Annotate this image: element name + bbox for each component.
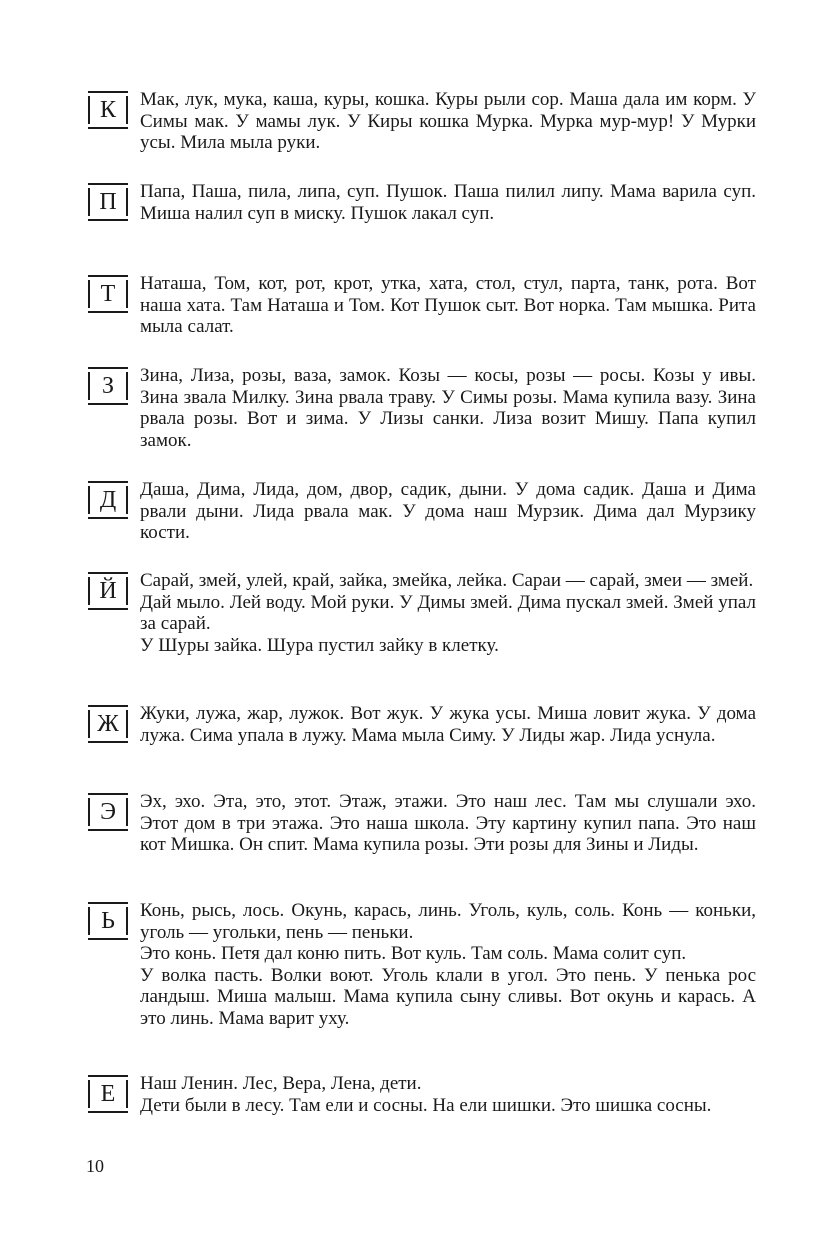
letter-box xyxy=(88,183,128,221)
paragraph: Наташа, Том, кот, рот, крот, утка, хата, стол, стул, парта, танк, рота. Вот наша хата. Там Наташа и Том. Кот Пушок сыт. Вот норка. Там мышка. Рита мыла салат. xyxy=(140,273,756,337)
lesson-letter-e-reverse xyxy=(86,791,756,856)
letter-box xyxy=(88,793,128,831)
paragraph: Конь, рысь, лось. Окунь, карась, линь. Уголь, куль, соль. Конь — коньки, уголь — угольки, пень — пеньки. xyxy=(140,900,756,943)
paragraph: У Шуры зайка. Шура пустил зайку в клетку. xyxy=(140,634,499,656)
paragraph: Даша, Дима, Лида, дом, двор, садик, дыни. У дома садик. Даша и Дима рвали дыни. Лида рвала мак. У дома наш Мурзик. Дима дал Мурзику кости. xyxy=(140,479,756,543)
lesson-text xyxy=(140,365,756,451)
lesson-letter: Е xyxy=(100,1081,116,1107)
lesson-letter-zh xyxy=(86,703,756,746)
paragraph: Мак, лук, мука, каша, куры, кошка. Куры рыли сор. Маша дала им корм. У Симы мак. У мамы лук. У Киры кошка Мурка. Мурка мур-мур! У Мурки усы. Мила мыла руки. xyxy=(140,89,756,153)
letter-box xyxy=(88,275,128,313)
lesson-text xyxy=(140,181,756,224)
lesson-letter: Д xyxy=(99,487,117,513)
paragraph: Дети были в лесу. Там ели и сосны. На ели шишки. Это шишка сосны. xyxy=(140,1094,712,1116)
lesson-text xyxy=(140,273,756,338)
lesson-text xyxy=(140,89,756,154)
lesson-letter: К xyxy=(99,97,116,123)
lesson-letter-p xyxy=(86,181,756,224)
paragraph: У волка пасть. Волки воют. Уголь клали в угол. Это пень. У пенька рос ландыш. Миша малыш. Мама купила сыну сливы. Вот окунь и карась. А это линь. Мама варит уху. xyxy=(140,964,756,1029)
lesson-letter: Э xyxy=(100,799,116,825)
lesson-text xyxy=(140,1073,756,1116)
lesson-letter: З xyxy=(101,373,115,399)
letter-box xyxy=(88,705,128,743)
paragraph: Эх, эхо. Эта, это, этот. Этаж, этажи. Это наш лес. Там мы слушали эхо. Этот дом в три этажа. Это наша школа. Эту картину купил папа. Это наш кот Мишка. Он спит. Мама купила розы. Эти розы для Зины и Лиды. xyxy=(140,791,756,855)
lesson-soft-sign xyxy=(86,900,756,1029)
lesson-text xyxy=(140,791,756,856)
letter-box xyxy=(88,572,128,610)
lesson-letter-y-short xyxy=(86,570,756,656)
paragraph: Папа, Паша, пила, липа, суп. Пушок. Паша пилил липу. Мама варила суп. Миша налил суп в миску. Пушок лакал суп. xyxy=(140,181,756,224)
lesson-text xyxy=(140,900,756,1029)
paragraph: Сарай, змей, улей, край, зайка, змейка, лейка. Сараи — сарай, змеи — змей. xyxy=(140,570,754,591)
paragraph: Наш Ленин. Лес, Вера, Лена, дети. xyxy=(140,1073,422,1094)
lesson-letter-t xyxy=(86,273,756,338)
lesson-letter: Т xyxy=(100,281,116,307)
lesson-letter: Ж xyxy=(97,711,119,737)
letter-box xyxy=(88,1075,128,1113)
letter-box xyxy=(88,481,128,519)
lesson-letter: Й xyxy=(99,578,117,604)
lesson-letter: Ь xyxy=(101,908,115,934)
paragraph: Зина, Лиза, розы, ваза, замок. Козы — косы, розы — росы. Козы у ивы. Зина звала Милку. Зина рвала траву. У Симы розы. Мама купила вазу. Зина рвала розы. Вот и зима. У Лизы санки. Лиза возит Мишу. Папа купил замок. xyxy=(140,365,756,451)
page-number: 10 xyxy=(86,1156,104,1176)
paragraph: Дай мыло. Лей воду. Мой руки. У Димы змей. Дима пускал змей. Змей упал за сарай. xyxy=(140,591,756,634)
paragraph: Жуки, лужа, жар, лужок. Вот жук. У жука усы. Миша ловит жука. У дома лужа. Сима упала в лужу. Мама мыла Симу. У Лиды жар. Лида уснула. xyxy=(140,703,756,746)
lesson-text xyxy=(140,703,756,746)
lesson-letter: П xyxy=(99,189,117,215)
lesson-text xyxy=(140,479,756,544)
lesson-letter-k xyxy=(86,89,756,154)
letter-box xyxy=(88,367,128,405)
lesson-letter-z xyxy=(86,365,756,451)
letter-box xyxy=(88,902,128,940)
lesson-text xyxy=(140,570,756,656)
lesson-letter-ye xyxy=(86,1073,756,1116)
letter-box xyxy=(88,91,128,129)
lesson-letter-d xyxy=(86,479,756,544)
paragraph: Это конь. Петя дал коню пить. Вот куль. Там соль. Мама солит суп. xyxy=(140,943,687,964)
